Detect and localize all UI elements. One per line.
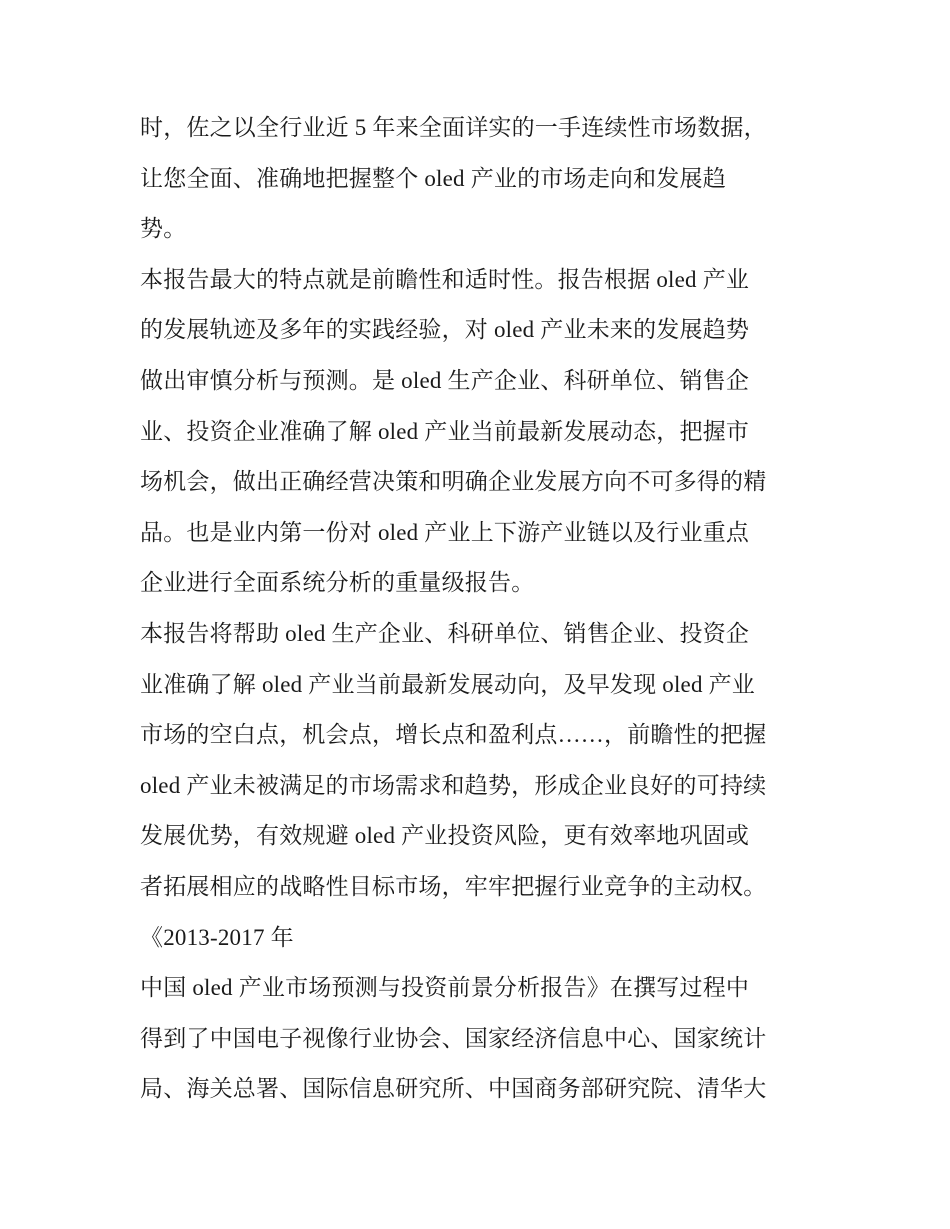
text-line: 《2013-2017 年 — [140, 924, 294, 950]
text-line: 场机会，做出正确经营决策和明确企业发展方向不可多得的精 — [140, 469, 767, 495]
text-line: 做出审慎分析与预测。是 oled 生产企业、科研单位、销售企 — [140, 367, 750, 393]
text-line: 得到了中国电子视像行业协会、国家经济信息中心、国家统计 — [140, 1025, 767, 1051]
text-line: 中国 oled 产业市场预测与投资前景分析报告》在撰写过程中 — [140, 975, 750, 1001]
text-line: 的发展轨迹及多年的实践经验，对 oled 产业未来的发展趋势 — [140, 317, 750, 343]
text-line: 本报告最大的特点就是前瞻性和适时性。报告根据 oled 产业 — [140, 266, 750, 292]
text-line: 业准确了解 oled 产业当前最新发展动向，及早发现 oled 产业 — [140, 671, 755, 697]
text-line: 时，佐之以全行业近 5 年来全面详实的一手连续性市场数据， — [140, 115, 767, 140]
text-line: 本报告将帮助 oled 生产企业、科研单位、销售企业、投资企 — [140, 620, 750, 646]
text-line: 势。 — [140, 216, 187, 242]
text-line: 让您全面、准确地把握整个 oled 产业的市场走向和发展趋 — [140, 165, 726, 191]
text-line: 者拓展相应的战略性目标市场，牢牢把握行业竞争的主动权。 — [140, 873, 767, 899]
text-line: oled 产业未被满足的市场需求和趋势，形成企业良好的可持续 — [140, 772, 767, 798]
text-line: 市场的空白点，机会点，增长点和盈利点……，前瞻性的把握 — [140, 722, 767, 748]
text-line: 局、海关总署、国际信息研究所、中国商务部研究院、清华大 — [140, 1076, 767, 1102]
text-line: 业、投资企业准确了解 oled 产业当前最新发展动态，把握市 — [140, 418, 750, 444]
body-text — [140, 103, 840, 1115]
text-line: 品。也是业内第一份对 oled 产业上下游产业链以及行业重点 — [140, 519, 750, 545]
text-line: 企业进行全面系统分析的重量级报告。 — [140, 570, 535, 596]
text-line: 发展优势，有效规避 oled 产业投资风险，更有效率地巩固或 — [140, 823, 750, 849]
